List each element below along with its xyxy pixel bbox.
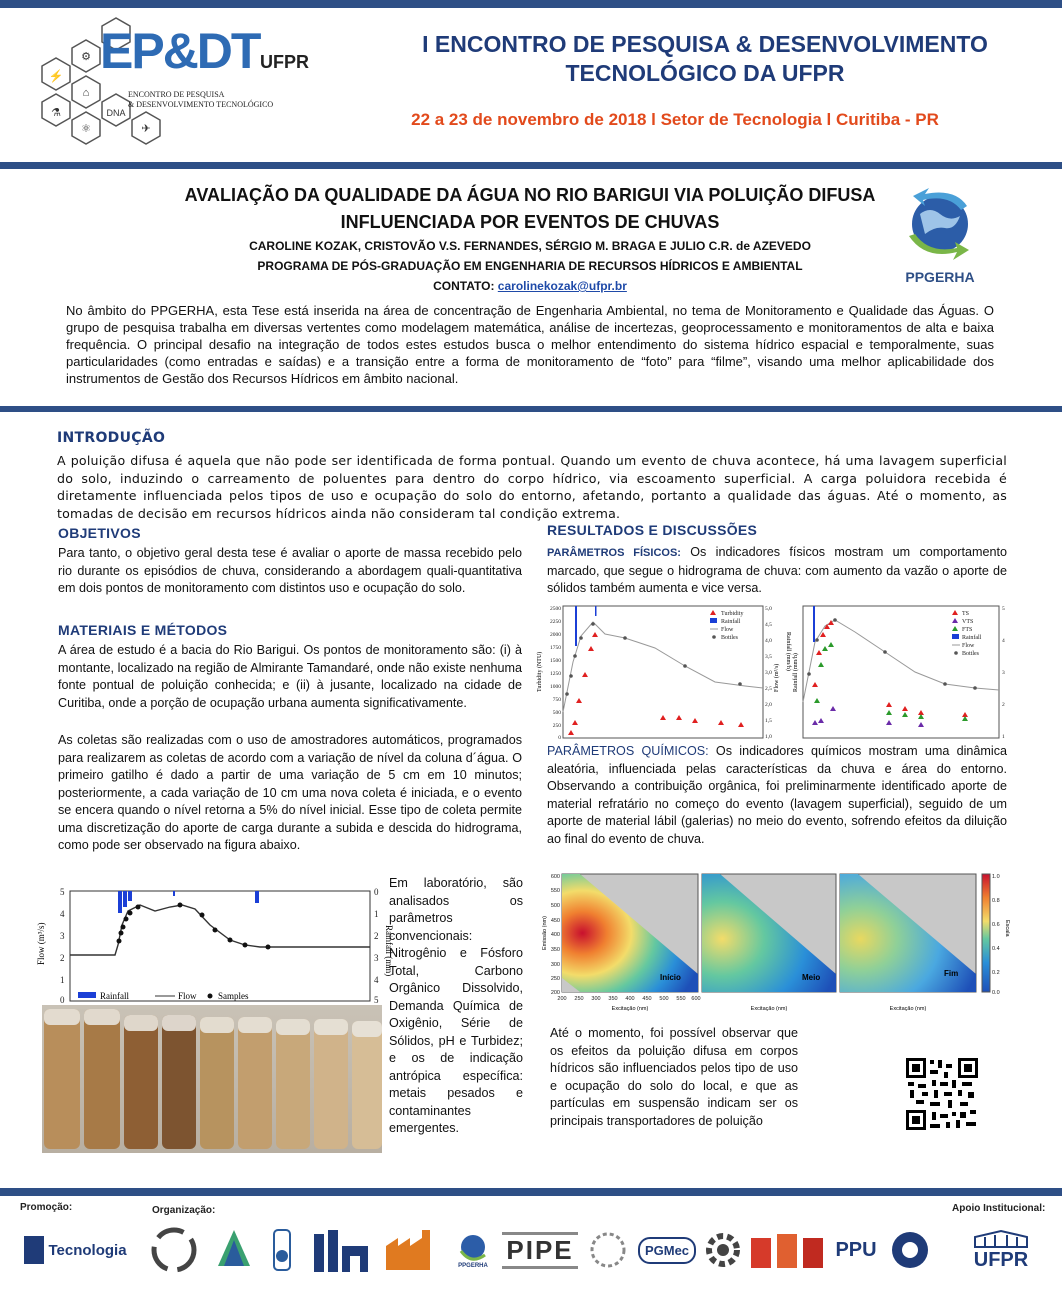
ytick: 1250 [550, 671, 561, 677]
section-divider [0, 406, 1062, 412]
sample-bottles-photo [42, 1005, 382, 1153]
recycle-logo [148, 1225, 200, 1275]
legend-2-item: FTS [962, 627, 973, 633]
scale-tick: 0.2 [992, 970, 1000, 976]
ytick: 2000 [550, 632, 561, 638]
eem-scale-label: Escala [1004, 920, 1010, 937]
eem-ytick: 200 [550, 990, 560, 996]
legend-rain: Rainfall [100, 991, 129, 1001]
footer-divider [0, 1188, 1062, 1196]
hydro-ytick: 0 [60, 995, 65, 1005]
objetivos-text: Para tanto, o objetivo geral desta tese é avaliar o aporte de massa recebido pelo rio durante os episódios de chuva, considerando a abordagem quali-quantitativa em dois pontos de monitoramento com distintos uso e ocupação do solo. [58, 546, 522, 595]
eem-xtick: 250 [574, 996, 584, 1002]
ppgerha-logo [895, 184, 985, 288]
ytick: 5,0 [765, 606, 772, 612]
legend-1-item: Flow [721, 627, 734, 633]
circle-logo [886, 1225, 934, 1275]
ytick: 500 [552, 710, 561, 716]
eem-xtick: 300 [591, 996, 601, 1002]
ufpr-logo [958, 1225, 1044, 1275]
ytick: 2 [1002, 702, 1005, 708]
legend-flow: Flow [178, 991, 197, 1001]
ytick: 750 [552, 697, 561, 703]
eem-xtick: 350 [608, 996, 618, 1002]
quimicos-label: PARÂMETROS QUÍMICOS: [547, 744, 709, 758]
drop-icon [210, 1226, 258, 1274]
ytick: 1750 [550, 645, 561, 651]
ytick: 250 [552, 723, 561, 729]
blocks-icon [749, 1228, 827, 1272]
quimicos-body: Os indicadores químicos mostram uma dinâmica aleatória, influenciada pelas características da chuva e área do entorno. Observando a contribuição orgânica, foi preliminarmente identificado aporte de material refratário no começo do evento (lavagem superficial), seguido de um aporte de material lábil (galerias) no meio do evento, sofrendo efeitos da diluição ao final do evento de chuva. [547, 744, 1008, 846]
paper-title-line1: AVALIAÇÃO DA QUALIDADE DA ÁGUA NO RIO BARIGUI VIA POLUIÇÃO DIFUSA [184, 185, 876, 205]
ylabel-right-1b: Rainfall (mm/h) [785, 632, 791, 671]
tecnologia-logo [18, 1225, 133, 1275]
svg-text:DNA: DNA [106, 108, 126, 118]
legend-2-item: Bottles [962, 651, 980, 657]
hydro-ytick: 1 [374, 909, 379, 919]
eem-figure [540, 870, 1010, 1015]
ufpr-building-icon [971, 1229, 1031, 1249]
svg-text:⚗: ⚗ [51, 107, 61, 119]
legend-samples: Samples [218, 991, 249, 1001]
hydro-ytick: 5 [374, 995, 379, 1005]
intro-heading: INTRODUÇÃO [57, 430, 166, 446]
abstract: No âmbito do PPGERHA, esta Tese está inserida na área de concentração de Engenharia Ambiental, no tema de Monitoramento e Qualidade das Águas. O grupo de pesquisa trabalha em diversas vertentes como modelagem matemática, análise de incertezas, geoprocessamento e monitoramentos de alta e baixa frequência. O principal desafio na integração de todos estes estudos busca o melhor entendimento do sistema hídrico espacial e temporalmente, suas particularidades (como entradas e saídas) e a transição entre a forma de monitoramento de “foto” para “filme”, visando uma melhor aplicabilidade dos instrumentos de Gestão dos Recursos Hídricos em âmbito nacional. [66, 303, 994, 386]
hydro-ytick: 0 [374, 887, 379, 897]
ytick: 2500 [550, 606, 561, 612]
ylabel-left-1: Turbidity (NTU) [537, 651, 543, 692]
event-subtitle: 22 a 23 de novembro de 2018 l Setor de Tecnologia l Curitiba - PR [411, 110, 939, 129]
hydro-ylabel-right: Rainfall (mm) [384, 925, 394, 977]
scale-tick: 1.0 [992, 874, 1000, 880]
contact [140, 276, 920, 296]
eem-panel-label: Meio [802, 973, 821, 982]
paper-title [100, 182, 960, 236]
gear-logo [702, 1225, 744, 1275]
rain-bar-2 [813, 606, 815, 642]
legend-1-item: Turbidity [721, 611, 744, 617]
hydrograph-chart [30, 885, 394, 1010]
ytick: 3,0 [765, 670, 772, 676]
eem-xticks [557, 996, 700, 1002]
scale-tick: 0.6 [992, 922, 1000, 928]
eem-xtick: 600 [691, 996, 701, 1002]
ytick: 2250 [550, 619, 561, 625]
eem-xtick: 550 [676, 996, 686, 1002]
authors: CAROLINE KOZAK, CRISTOVÃO V.S. FERNANDES, SÉRGIO M. BRAGA E JULIO C.R. de AZEVEDO [249, 239, 811, 253]
recycle-icon [150, 1226, 198, 1274]
bottles-icon [42, 1005, 382, 1153]
ytick: 4,0 [765, 638, 772, 644]
circle-icon [888, 1228, 932, 1272]
logo-sub1: ENCONTRO DE PESQUISA [128, 90, 225, 99]
hydro-ytick: 4 [374, 975, 379, 985]
legend-rain-swatch [78, 992, 96, 998]
ppu-label: PPU [835, 1238, 877, 1261]
eem-panel-fim [840, 874, 976, 992]
event-title-line2: TECNOLÓGICO DA UFPR [565, 60, 845, 86]
eem-panel-label: Fim [944, 969, 959, 978]
objetivos-heading: OBJETIVOS [58, 525, 141, 541]
ytick: 4,5 [765, 622, 772, 628]
eem-xlabel-2: Excitação (nm) [750, 1006, 788, 1012]
eem-colorbar [982, 874, 990, 992]
gear-icon [703, 1228, 743, 1272]
promocao-label: Promoção: [20, 1202, 73, 1213]
physical-params-figure [535, 602, 1020, 742]
hydro-ytick: 1 [60, 975, 65, 985]
scale-tick: 0.4 [992, 946, 1000, 952]
eem-ytick: 300 [550, 962, 560, 968]
apoio-label: Apoio Institucional: [952, 1203, 1046, 1214]
authors-block [140, 236, 920, 296]
svg-text:⚛: ⚛ [81, 123, 91, 135]
building-icon [310, 1226, 372, 1274]
event-title [360, 30, 1050, 88]
event-title-line1: I ENCONTRO DE PESQUISA & DESENVOLVIMENTO [422, 31, 988, 57]
factory-logo [380, 1225, 442, 1275]
ytick: 1,5 [765, 718, 772, 724]
eem-panel-meio [702, 874, 836, 992]
ytick: 5 [1002, 606, 1005, 612]
pgmec-label: PGMec [638, 1237, 696, 1264]
tecnologia-icon [24, 1236, 44, 1264]
qr-code-icon [906, 1058, 978, 1130]
paper-title-line2: INFLUENCIADA POR EVENTOS DE CHUVAS [340, 212, 720, 232]
legend-2-item: Flow [962, 643, 975, 649]
ytick: 2,5 [765, 686, 772, 692]
intro-text: A poluição difusa é aquela que não pode ser identificada de forma pontual. Quando um evento de chuva acontece, há uma lavagem superficial do solo, induzindo o carreamento de poluentes para dentro do corpo hídrico, via escoamento superficial. A carga poluidora recebida é diretamente influenciada pelos tipos de uso e ocupação do solo do entorno, afetando, portanto a qualidade das águas. Até o momento, as tomadas de decisão em recursos hídricos ainda não consideram tal condição extrema. [57, 453, 1007, 521]
legend-1-item: Bottles [721, 635, 739, 641]
hydrograph-figure [30, 885, 394, 1010]
ytick: 1500 [550, 658, 561, 664]
rain-bar-1b [595, 606, 597, 616]
hydro-ytick: 3 [60, 931, 65, 941]
legend-2-item: VTS [962, 619, 974, 625]
scale-tick: 0.0 [992, 990, 1000, 996]
yticks-right-1 [765, 606, 772, 740]
ppgerha-footer-label: PPGERHA [458, 1263, 488, 1269]
hydro-ylabel-left: Flow (m³/s) [36, 922, 46, 965]
quimicos-text [547, 743, 1007, 848]
hydro-ytick: 2 [60, 953, 65, 963]
ytick: 1,0 [765, 734, 772, 740]
eem-scale-ticks [992, 874, 1000, 996]
factory-icon [382, 1226, 440, 1274]
drop-logo [208, 1225, 260, 1275]
globe-small-icon [457, 1231, 489, 1263]
pgmec-logo [636, 1225, 698, 1275]
ytick: 1000 [550, 684, 561, 690]
ytick: 3,5 [765, 654, 772, 660]
metodos-text2: As coletas são realizadas com o uso de amostradores automáticos, programados para realizarem as coletas de acordo com a variação de nível da coluna d´água. O primeiro gatilho é dado a partir de uma variação de 5 cm em 10 minutos; posteriormente, a cada variação de 10 cm uma nova coleta é iniciada, e o evento se encera quando o nível retorna a 5% do nível inicial. Esse tipo de coleta permite uma discretização do aporte de carga durante a subida e descida do hidrograma, como pode ser observado na figura abaixo. [58, 733, 522, 852]
leaf-icon [588, 1228, 628, 1272]
pipe-logo [500, 1225, 580, 1275]
svg-text:⚡: ⚡ [48, 69, 64, 83]
physical-params-chart [535, 602, 1020, 742]
svg-text:⌂: ⌂ [82, 87, 90, 99]
contact-label: CONTATO: [433, 279, 498, 293]
eem-panel-inicio [562, 874, 698, 992]
ytick: 0 [558, 735, 561, 741]
svg-text:✈: ✈ [141, 123, 151, 135]
flask-icon [266, 1226, 298, 1274]
qr-code[interactable] [906, 1058, 978, 1130]
eem-xtick: 400 [625, 996, 635, 1002]
legend-1-item: Rainfall [721, 619, 741, 625]
eem-xlabel-1: Excitação (nm) [611, 1006, 649, 1012]
header-divider [0, 162, 1062, 169]
eem-panel-label: Início [660, 973, 681, 982]
hydro-ytick: 4 [60, 909, 65, 919]
ylabel-left-2: Rainfall (mm/h) [793, 653, 799, 692]
building-logo [308, 1225, 374, 1275]
legend-2-item: Rainfall [962, 635, 982, 641]
rain-bar-1 [575, 606, 577, 646]
eem-xtick: 450 [642, 996, 652, 1002]
eem-yticks [551, 874, 560, 996]
eem-ytick: 350 [550, 947, 560, 953]
logo-ufpr: UFPR [260, 52, 309, 72]
metodos-text1: A área de estudo é a bacia do Rio Barigui. Os pontos de monitoramento são: (i) à montante, localizado na região de Almirante Tamandaré, onde não existe nenhuma fonte pontual de poluição conhecida; e (ii) à jusante, localizado na cidade de Curitiba, onde a porção de ocupação urbana aumenta significativamente. [58, 643, 522, 710]
ytick: 4 [1002, 638, 1005, 644]
legend-2-item: TS [962, 611, 970, 617]
resultados-heading: RESULTADOS E DISCUSSÕES [547, 522, 758, 538]
eem-chart [540, 870, 1010, 1015]
ppgerha-footer-logo [450, 1225, 496, 1275]
blocks-logo [748, 1225, 828, 1275]
event-logo [20, 18, 330, 148]
eem-xtick: 200 [557, 996, 567, 1002]
hydro-ytick: 3 [374, 953, 379, 963]
eem-ytick: 400 [550, 932, 560, 938]
leaf-logo [586, 1225, 630, 1275]
hydro-ytick: 2 [374, 931, 379, 941]
yticks-left-1 [550, 606, 561, 741]
ylabel-right-1: Flow (m³/s) [774, 663, 780, 692]
globe-icon [895, 184, 985, 264]
eem-ytick: 250 [550, 976, 560, 982]
ufpr-label: UFPR [973, 1248, 1029, 1271]
eem-ylabel: Emissão (nm) [542, 916, 548, 950]
contact-email-link[interactable]: carolinekozak@ufpr.br [497, 279, 627, 293]
organizacao-label: Organização: [152, 1205, 216, 1216]
eem-ytick: 500 [550, 903, 560, 909]
program: PROGRAMA DE PÓS-GRADUAÇÃO EM ENGENHARIA DE RECURSOS HÍDRICOS E AMBIENTAL [257, 259, 803, 273]
tecnologia-label: Tecnologia [48, 1241, 127, 1259]
ytick: 2,0 [765, 702, 772, 708]
logo-sub2: & DESENVOLVIMENTO TECNOLÓGICO [128, 100, 274, 109]
fisicos-body: Os indicadores físicos mostram um comportamento marcado, que segue o hidrograma de chuva: com aumento da vazão o aporte de sólidos também aumenta e vice versa. [547, 545, 1007, 595]
top-bar [0, 0, 1062, 8]
eem-xtick: 500 [659, 996, 669, 1002]
metodos-heading: MATERIAIS E MÉTODOS [58, 622, 228, 638]
ytick: 3 [1002, 670, 1005, 676]
ppu-logo [830, 1225, 882, 1275]
eem-xlabel-3: Excitação (nm) [889, 1006, 927, 1012]
hydro-ytick: 5 [60, 887, 65, 897]
eem-ytick: 450 [550, 918, 560, 924]
chemistry-logo [262, 1225, 302, 1275]
ytick: 1 [1002, 734, 1005, 740]
hydro-yticks-left [60, 887, 65, 1005]
pipe-label: PIPE [502, 1232, 577, 1269]
hydro-yticks-right [374, 887, 379, 1005]
fisicos-label: PARÂMETROS FÍSICOS: [547, 547, 681, 559]
yticks-right-2 [1002, 606, 1005, 740]
logo-text: EP&DT [100, 23, 260, 79]
ppgerha-label: PPGERHA [905, 269, 975, 285]
eem-ytick: 600 [550, 874, 560, 880]
eem-ytick: 550 [550, 888, 560, 894]
fisicos-text [547, 544, 1007, 598]
svg-text:⚙: ⚙ [81, 51, 91, 63]
lab-text: Em laboratório, são analisados os parâmetros convencionais: Nitrogênio e Fósforo Total, Carbono Orgânico Dissolvido, Demanda Química de Oxigênio, Série de Sólidos, pH e Turbidez; e os de indicação antrópica específica: metais pesados e contaminantes emergentes. [389, 876, 523, 1135]
legend-samples-swatch [208, 994, 213, 999]
scale-tick: 0.8 [992, 898, 1000, 904]
conclusao-text: Até o momento, foi possível observar que os efeitos da poluição difusa em corpos hídricos são influenciados pelos tipo de uso e ocupação do solo do local, e que as partículas em suspensão indicam ser os principais transportadores de poluição [550, 1026, 798, 1128]
